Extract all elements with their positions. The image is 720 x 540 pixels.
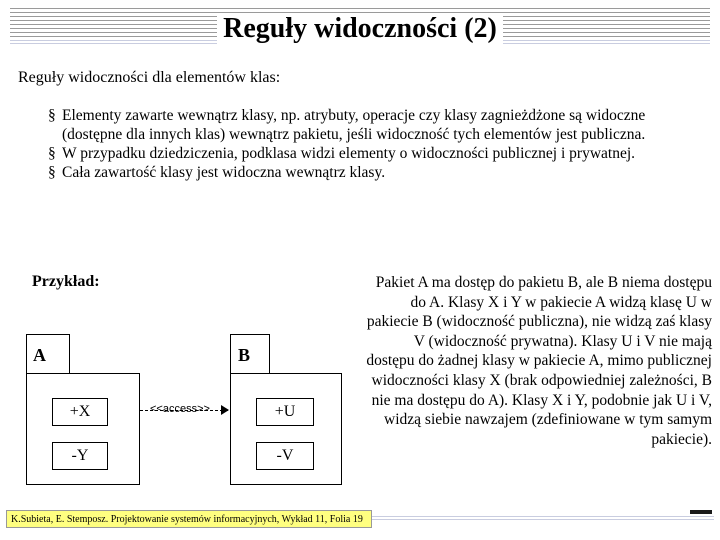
- access-dependency-arrowhead: [221, 405, 229, 415]
- class-x: +X: [52, 398, 108, 426]
- bullet-marker: §: [48, 164, 56, 181]
- class-v: -V: [256, 442, 314, 470]
- explanation-text: Pakiet A ma dostęp do pakietu B, ale B niema dostępu do A. Klasy X i Y w pakiecie A widzą klasę U w pakiecie B (widoczność publiczna), nie widzą zaś klasy V (widoczność prywatna). Klasy U i V nie mają dostępu do żadnej klasy w pakiecie A, mimo publicznej widoczności klasy X (brak odpowiedniej zależności, B nie ma dostępu do A). Klasy X i Y, podobnie jak U i V, widzą siebie nawzajem (zdefiniowane w tym samym pakiecie).: [366, 274, 712, 448]
- access-stereotype-label: <<access>>: [150, 403, 210, 415]
- example-label: Przykład:: [32, 273, 100, 290]
- slide-title: Reguły widoczności (2): [0, 14, 720, 44]
- package-b-name: B: [238, 345, 251, 365]
- slide-subtitle: Reguły widoczności dla elementów klas:: [18, 69, 281, 86]
- bullet-list: [48, 106, 708, 182]
- bullet-marker: §: [48, 107, 56, 124]
- footer-citation: K.Subieta, E. Stemposz. Projektowanie systemów informacyjnych, Wykład 11, Folia 19: [6, 510, 372, 528]
- bullet-item: § W przypadku dziedziczenia, podklasa widzi elementy o widoczności publicznej i prywatnej.: [48, 145, 636, 162]
- footer-bar-decoration: [690, 510, 712, 514]
- footer-decoration: [372, 516, 714, 522]
- class-y: -Y: [52, 442, 108, 470]
- bullet-marker: §: [48, 145, 56, 162]
- bullet-item: § Cała zawartość klasy jest widoczna wewnątrz klasy.: [48, 164, 386, 181]
- class-u: +U: [256, 398, 314, 426]
- package-a-name: A: [33, 345, 46, 365]
- bullet-item: § Elementy zawarte wewnątrz klasy, np. atrybuty, operacje czy klasy zagnieżdżone są widoczne (dostępne dla innych klas) wewnątrz pakietu, jeśli widoczność tych elementów jest publiczna.: [48, 107, 646, 143]
